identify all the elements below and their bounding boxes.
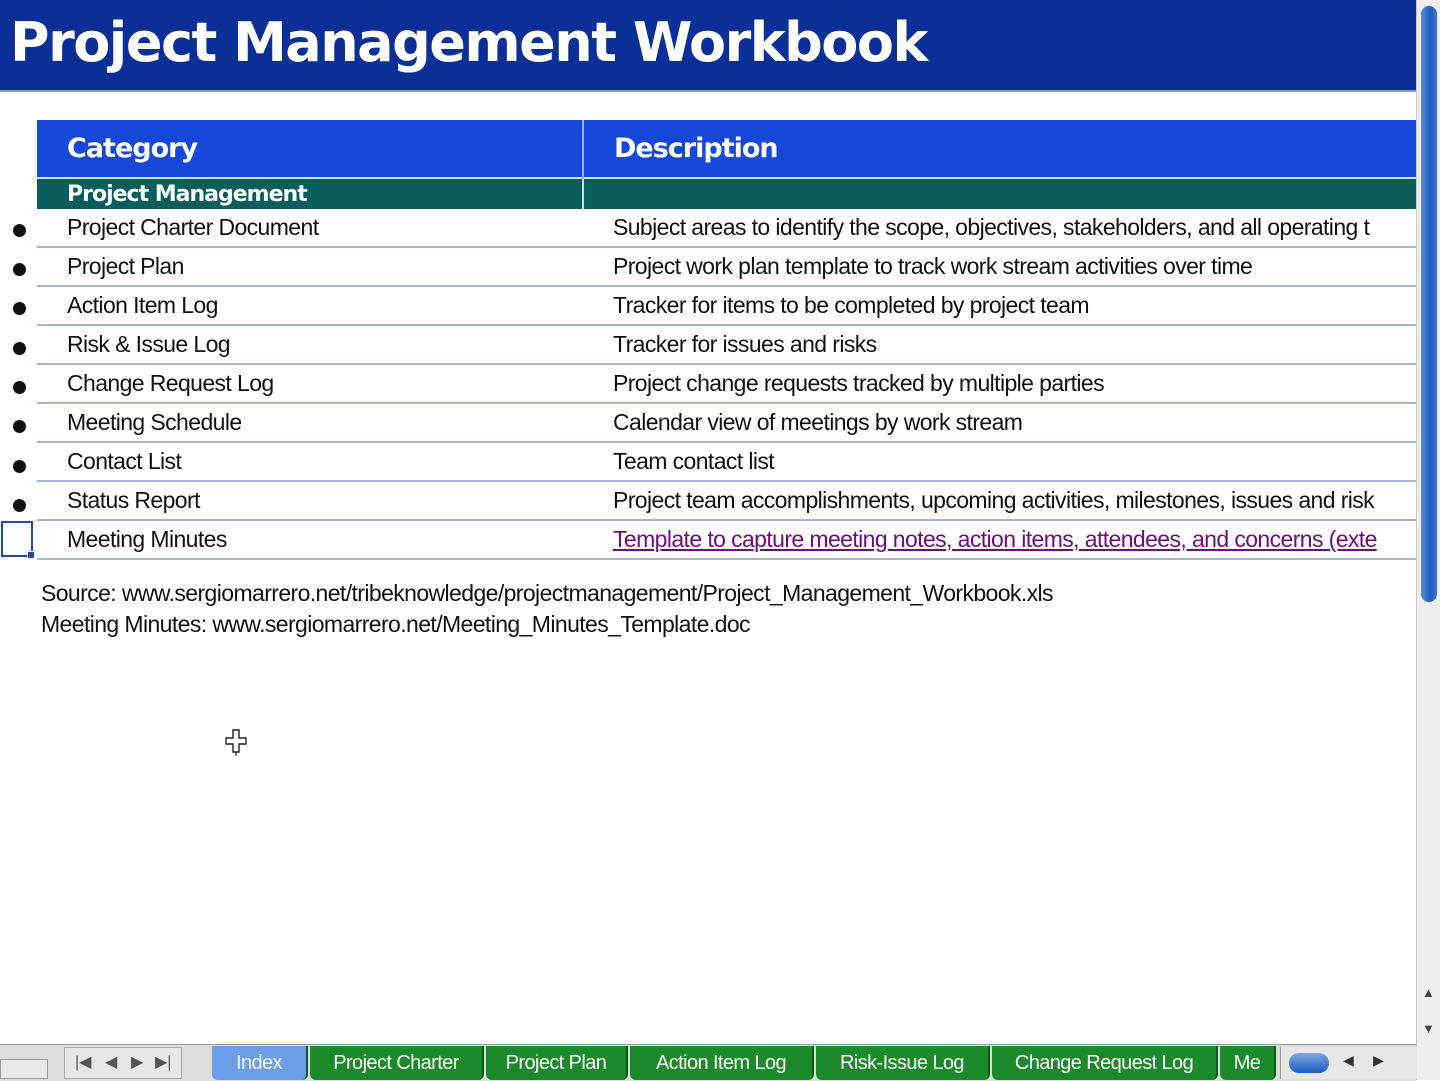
bullet-icon	[13, 499, 26, 512]
table-row	[37, 364, 1416, 403]
meeting-minutes-note[interactable]: Meeting Minutes: www.sergiomarrero.net/Meeting_Minutes_Template.doc	[41, 611, 750, 637]
description-cell[interactable]: Tracker for items to be completed by project team	[583, 286, 1416, 325]
bullet-icon	[13, 224, 26, 237]
table-row	[37, 247, 1416, 286]
index-table	[37, 120, 1416, 560]
title-bar	[0, 0, 1416, 92]
table-row	[37, 209, 1416, 247]
section-row	[37, 178, 1416, 209]
description-cell[interactable]: Project work plan template to track work stream activities over time	[583, 247, 1416, 286]
sheet-nav-buttons	[64, 1047, 182, 1079]
table-row	[37, 286, 1416, 325]
category-cell[interactable]: Contact List	[37, 442, 583, 481]
bullet-icon	[13, 381, 26, 394]
source-note[interactable]: Source: www.sergiomarrero.net/tribeknowledge/projectmanagement/Project_Management_Workbook.xls	[41, 580, 1053, 606]
bullet-icon	[13, 420, 26, 433]
first-sheet-icon[interactable]: |◀	[75, 1054, 92, 1071]
description-cell[interactable]: Project change requests tracked by multiple parties	[583, 364, 1416, 403]
description-cell[interactable]: Tracker for issues and risks	[583, 325, 1416, 364]
category-cell[interactable]: Change Request Log	[37, 364, 583, 403]
horizontal-scroll-thumb[interactable]	[1289, 1053, 1329, 1073]
section-blank-cell[interactable]	[583, 178, 1416, 209]
description-cell	[583, 520, 1416, 559]
last-sheet-icon[interactable]: ▶|	[155, 1054, 172, 1071]
description-cell[interactable]: Project team accomplishments, upcoming activities, milestones, issues and risk	[583, 481, 1416, 520]
table-row	[37, 403, 1416, 442]
table-row	[37, 442, 1416, 481]
scroll-right-arrow-icon[interactable]: ▶	[1373, 1052, 1384, 1068]
tab-action-item-log[interactable]: Action Item Log	[630, 1046, 814, 1080]
prev-sheet-icon[interactable]: ◀	[105, 1054, 118, 1071]
table-row	[37, 325, 1416, 364]
tab-risk-issue-log[interactable]: Risk-Issue Log	[816, 1046, 990, 1080]
section-title[interactable]: Project Management	[37, 178, 583, 209]
column-header-category[interactable]: Category	[37, 120, 583, 178]
view-mode-icon[interactable]	[0, 1059, 48, 1079]
table-row	[37, 520, 1416, 559]
category-cell[interactable]: Meeting Schedule	[37, 403, 583, 442]
scroll-left-arrow-icon[interactable]: ◀	[1343, 1052, 1354, 1068]
category-cell[interactable]: Project Plan	[37, 247, 583, 286]
selected-cell[interactable]	[1, 521, 33, 557]
tab-meeting[interactable]: Me	[1220, 1046, 1276, 1080]
sheet-tab-bar	[0, 1044, 1416, 1081]
tab-project-charter[interactable]: Project Charter	[310, 1046, 484, 1080]
bullet-icon	[13, 302, 26, 315]
workbook-title: Project Management Workbook	[10, 11, 927, 74]
column-header-description[interactable]: Description	[583, 120, 1416, 178]
description-cell[interactable]: Calendar view of meetings by work stream	[583, 403, 1416, 442]
scroll-up-arrow-icon[interactable]: ▲	[1422, 985, 1435, 1000]
fill-handle[interactable]	[27, 551, 35, 559]
table-row	[37, 481, 1416, 520]
tab-change-request-log[interactable]: Change Request Log	[992, 1046, 1218, 1080]
bullet-icon	[13, 263, 26, 276]
scroll-down-arrow-icon[interactable]: ▼	[1422, 1021, 1435, 1036]
crosshair-cursor-icon	[225, 729, 247, 757]
description-cell[interactable]: Team contact list	[583, 442, 1416, 481]
vertical-scroll-thumb[interactable]	[1421, 6, 1437, 602]
bullet-icon	[13, 342, 26, 355]
category-cell[interactable]: Meeting Minutes	[37, 520, 583, 559]
tab-project-plan[interactable]: Project Plan	[486, 1046, 628, 1080]
bullet-icon	[13, 460, 26, 473]
worksheet[interactable]	[0, 92, 1416, 1042]
next-sheet-icon[interactable]: ▶	[131, 1054, 144, 1071]
header-row	[37, 120, 1416, 178]
tab-index[interactable]: Index	[212, 1046, 308, 1080]
category-cell[interactable]: Status Report	[37, 481, 583, 520]
description-cell[interactable]: Subject areas to identify the scope, objectives, stakeholders, and all operating t	[583, 209, 1416, 247]
category-cell[interactable]: Project Charter Document	[37, 209, 583, 247]
category-cell[interactable]: Risk & Issue Log	[37, 325, 583, 364]
vertical-scrollbar[interactable]	[1416, 0, 1440, 1080]
category-cell[interactable]: Action Item Log	[37, 286, 583, 325]
meeting-minutes-link[interactable]: Template to capture meeting notes, action items, attendees, and concerns (exte	[613, 526, 1377, 552]
horizontal-scrollbar[interactable]	[1280, 1047, 1417, 1079]
